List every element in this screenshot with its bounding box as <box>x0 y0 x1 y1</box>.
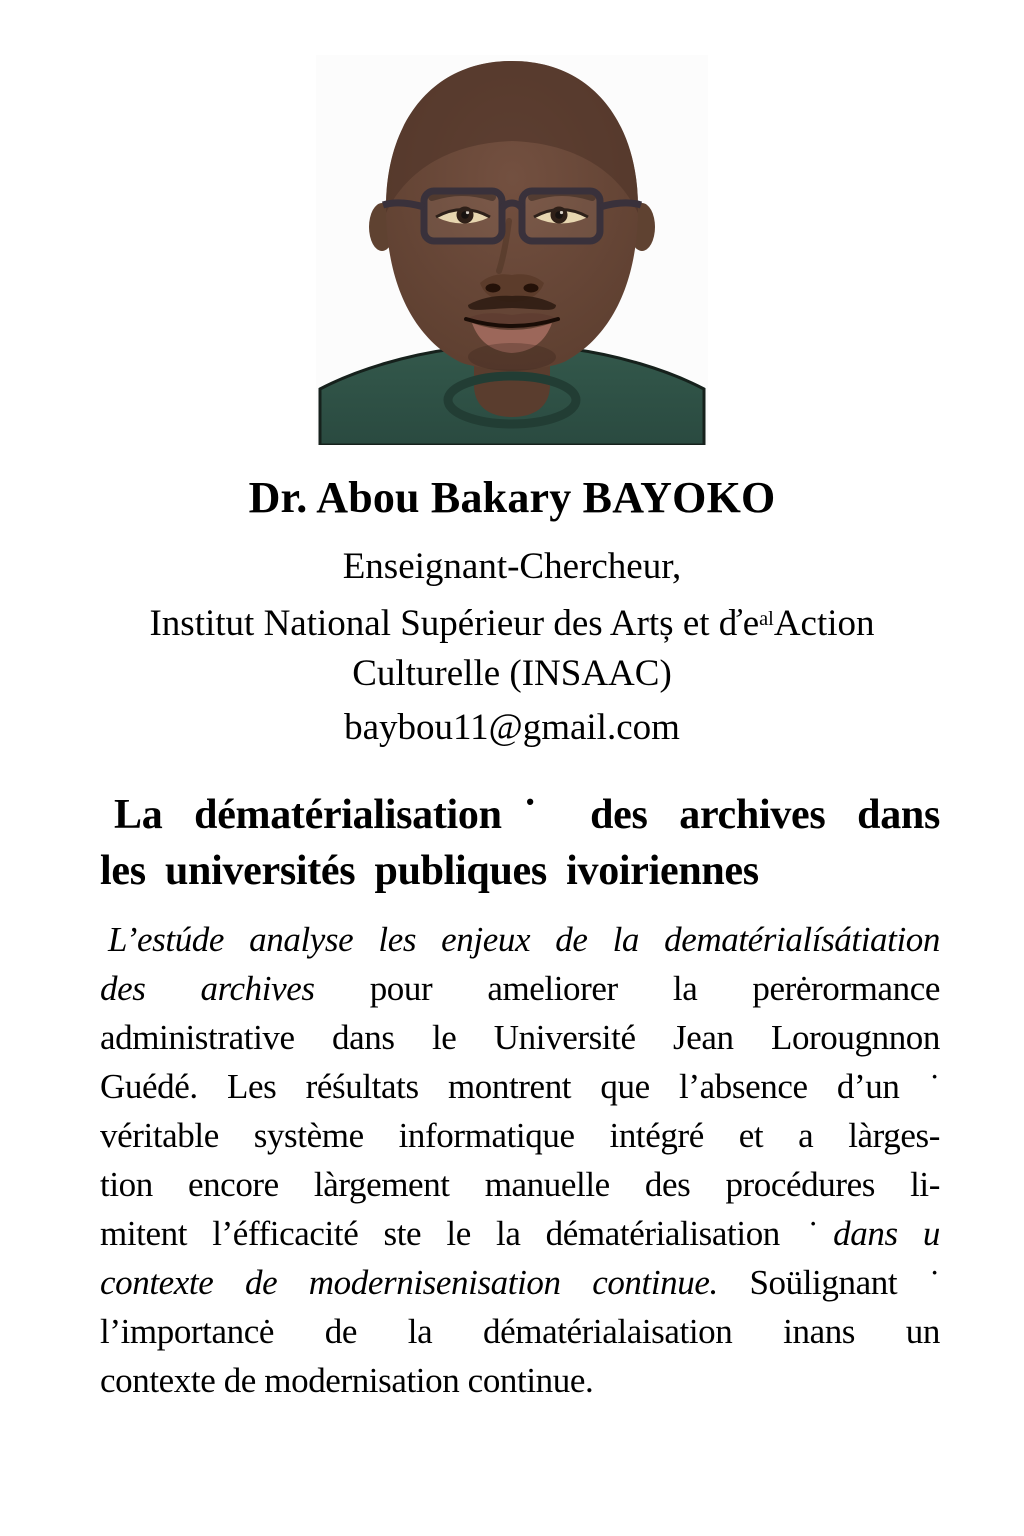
affiliation-text: Action <box>773 603 875 645</box>
paper-title <box>100 787 940 899</box>
abstract-line <box>100 1356 940 1405</box>
abstract <box>100 915 940 1405</box>
abstract-segment: l’importancė de la dématérialaisation inans un <box>100 1312 940 1352</box>
abstract-segment: contexte de modernisenisation continue. <box>100 1263 718 1303</box>
abstract-line <box>100 964 940 1013</box>
abstract-line <box>100 1111 940 1160</box>
abstract-line <box>100 1258 940 1307</box>
paper-title-line-1: La dématérialisation˙ des archives dans <box>114 792 940 839</box>
paper-title-line-2: les universités publiques ivoiriennes <box>100 848 759 895</box>
abstract-segment: véritable système informatique intégré et a làrges- <box>100 1116 940 1156</box>
abstract-line <box>100 1062 940 1111</box>
abstract-segment: pour ameliorer la perėrormance <box>369 969 940 1009</box>
abstract-segment: L’estúde analyse les enjeux de la dematérialísátiation <box>108 920 940 960</box>
author-email: baybou11@gmail.com <box>344 707 680 749</box>
portrait-illustration <box>316 55 708 445</box>
affiliation-line-2: Culturelle (INSAAC) <box>352 653 672 695</box>
abstract-line <box>100 1013 940 1062</box>
chin-shadow <box>468 343 556 371</box>
abstract-segment: Soülignant ˙ <box>749 1263 940 1303</box>
abstract-line <box>100 915 940 964</box>
abstract-segment: Guédé. Les réśultats montrent que l’absence d’un ˙ <box>100 1067 940 1107</box>
abstract-segment: mitent l’éfficacité ste le la dématérialisation <box>100 1214 780 1254</box>
abstract-line <box>100 1160 940 1209</box>
affiliation-superscript-artifact: al <box>759 608 774 630</box>
author-name: Dr. Abou Bakary BAYOKO <box>248 473 776 522</box>
mouth <box>466 296 558 371</box>
abstract-line <box>100 1307 940 1356</box>
author-role: Enseignant-Chercheur, <box>342 546 682 587</box>
author-portrait-photo <box>316 55 708 445</box>
abstract-segment: des archives <box>100 969 315 1009</box>
abstract-segment: contexte de modernisation continue. <box>100 1361 594 1401</box>
affiliation-line-1 <box>0 596 1024 647</box>
abstract-segment: administrative dans le Université Jean Lorougnnon <box>100 1018 940 1058</box>
abstract-segment: tion encore làrgement manuelle des procédures li- <box>100 1165 940 1205</box>
affiliation-text: Institut National Supérieur des Artș et ďe <box>149 603 760 645</box>
abstract-line <box>100 1209 940 1258</box>
abstract-segment: ˙dans u <box>805 1214 940 1254</box>
